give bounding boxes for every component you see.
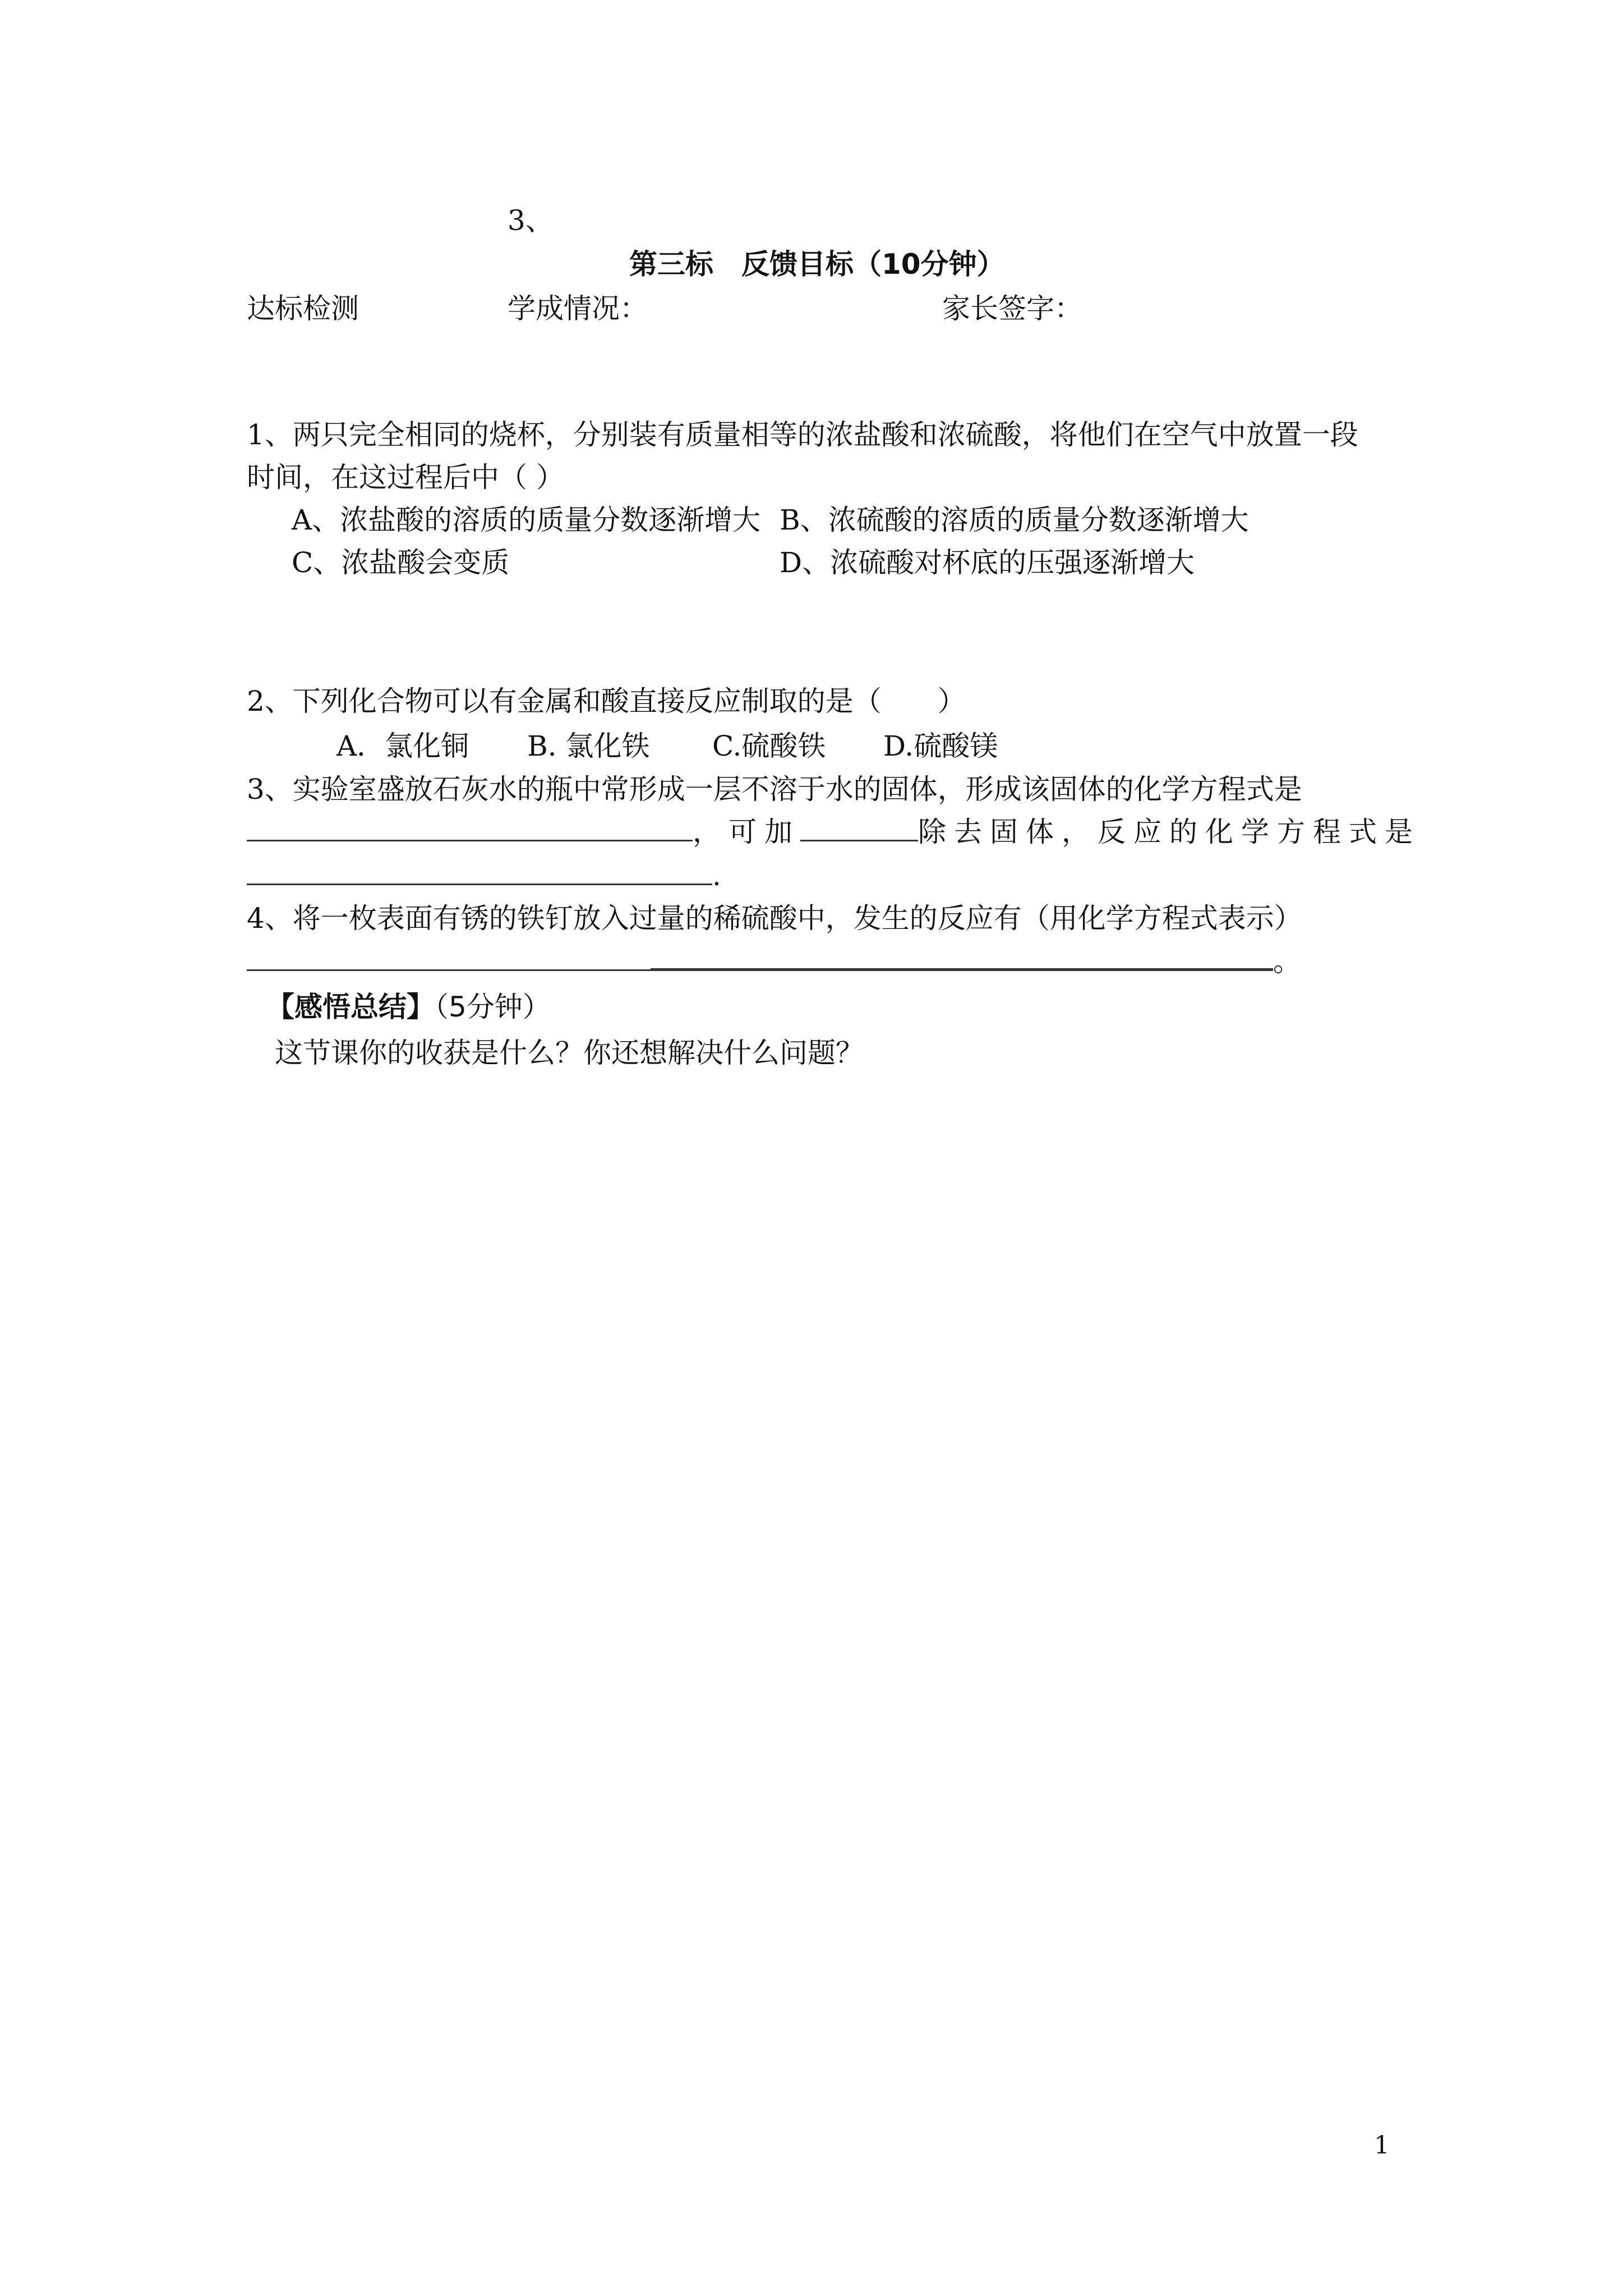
label-status: 学成情况： <box>508 292 648 325</box>
q3-blank-equation2[interactable] <box>247 857 712 885</box>
q4-end-mark: 。 <box>1273 945 1301 978</box>
q2-option-b: B. 氯化铁 <box>527 730 650 762</box>
q2-option-a: A．氯化铜 <box>336 730 469 762</box>
q1-stem-line1: 1、两只完全相同的烧杯，分别装有质量相等的浓盐酸和浓硫酸，将他们在空气中放置一段 <box>247 418 1358 451</box>
summary-prompt: 这节课你的收获是什么？你还想解决什么问题？ <box>275 1037 864 1069</box>
q3-line3 <box>247 856 721 895</box>
q1-option-c: C、浓盐酸会变质 <box>292 546 510 579</box>
label-signature: 家长签字： <box>942 292 1082 325</box>
summary-heading-row <box>266 987 551 1027</box>
q4-blank-part1[interactable] <box>247 942 651 971</box>
section-title: 第三标 反馈目标（10分钟） <box>629 248 1005 280</box>
q1-stem-line2: 时间，在这过程后中（ ） <box>247 461 564 494</box>
q3-blank-reagent[interactable] <box>800 813 918 841</box>
q4-answer-line <box>247 941 1301 981</box>
q3-line2 <box>247 812 1421 852</box>
q1-option-b: B、浓硫酸的溶质的质量分数逐渐增大 <box>780 504 1249 536</box>
q3-blank-equation1[interactable] <box>247 813 693 841</box>
q3-end-mark: . <box>712 859 721 892</box>
summary-time: （5分钟） <box>435 991 551 1023</box>
q2-stem: 2、下列化合物可以有金属和酸直接反应制取的是（ ） <box>247 685 966 717</box>
page-number: 1 <box>1374 2131 1390 2160</box>
q4-blank-part2[interactable] <box>651 941 1273 971</box>
q3-stem-line1: 3、实验室盛放石灰水的瓶中常形成一层不溶于水的固体，形成该固体的化学方程式是 <box>247 773 1302 806</box>
q2-option-c: C.硫酸铁 <box>712 730 826 762</box>
q1-option-a: A、浓盐酸的溶质的质量分数逐渐增大 <box>292 504 761 536</box>
label-check: 达标检测 <box>247 292 359 325</box>
q4-stem: 4、将一枚表面有锈的铁钉放入过量的稀硫酸中，发生的反应有（用化学方程式表示） <box>247 902 1302 935</box>
q2-option-d: D.硫酸镁 <box>883 730 998 762</box>
q3-mid-text-1: ，可加 <box>693 816 800 848</box>
q1-option-d: D、浓硫酸对杯底的压强逐渐增大 <box>780 546 1195 579</box>
summary-heading: 【感悟总结】 <box>266 991 435 1023</box>
top-number: 3、 <box>508 204 554 237</box>
q3-mid-text-2: 除去固体，反应的化学方程式是 <box>918 816 1421 848</box>
